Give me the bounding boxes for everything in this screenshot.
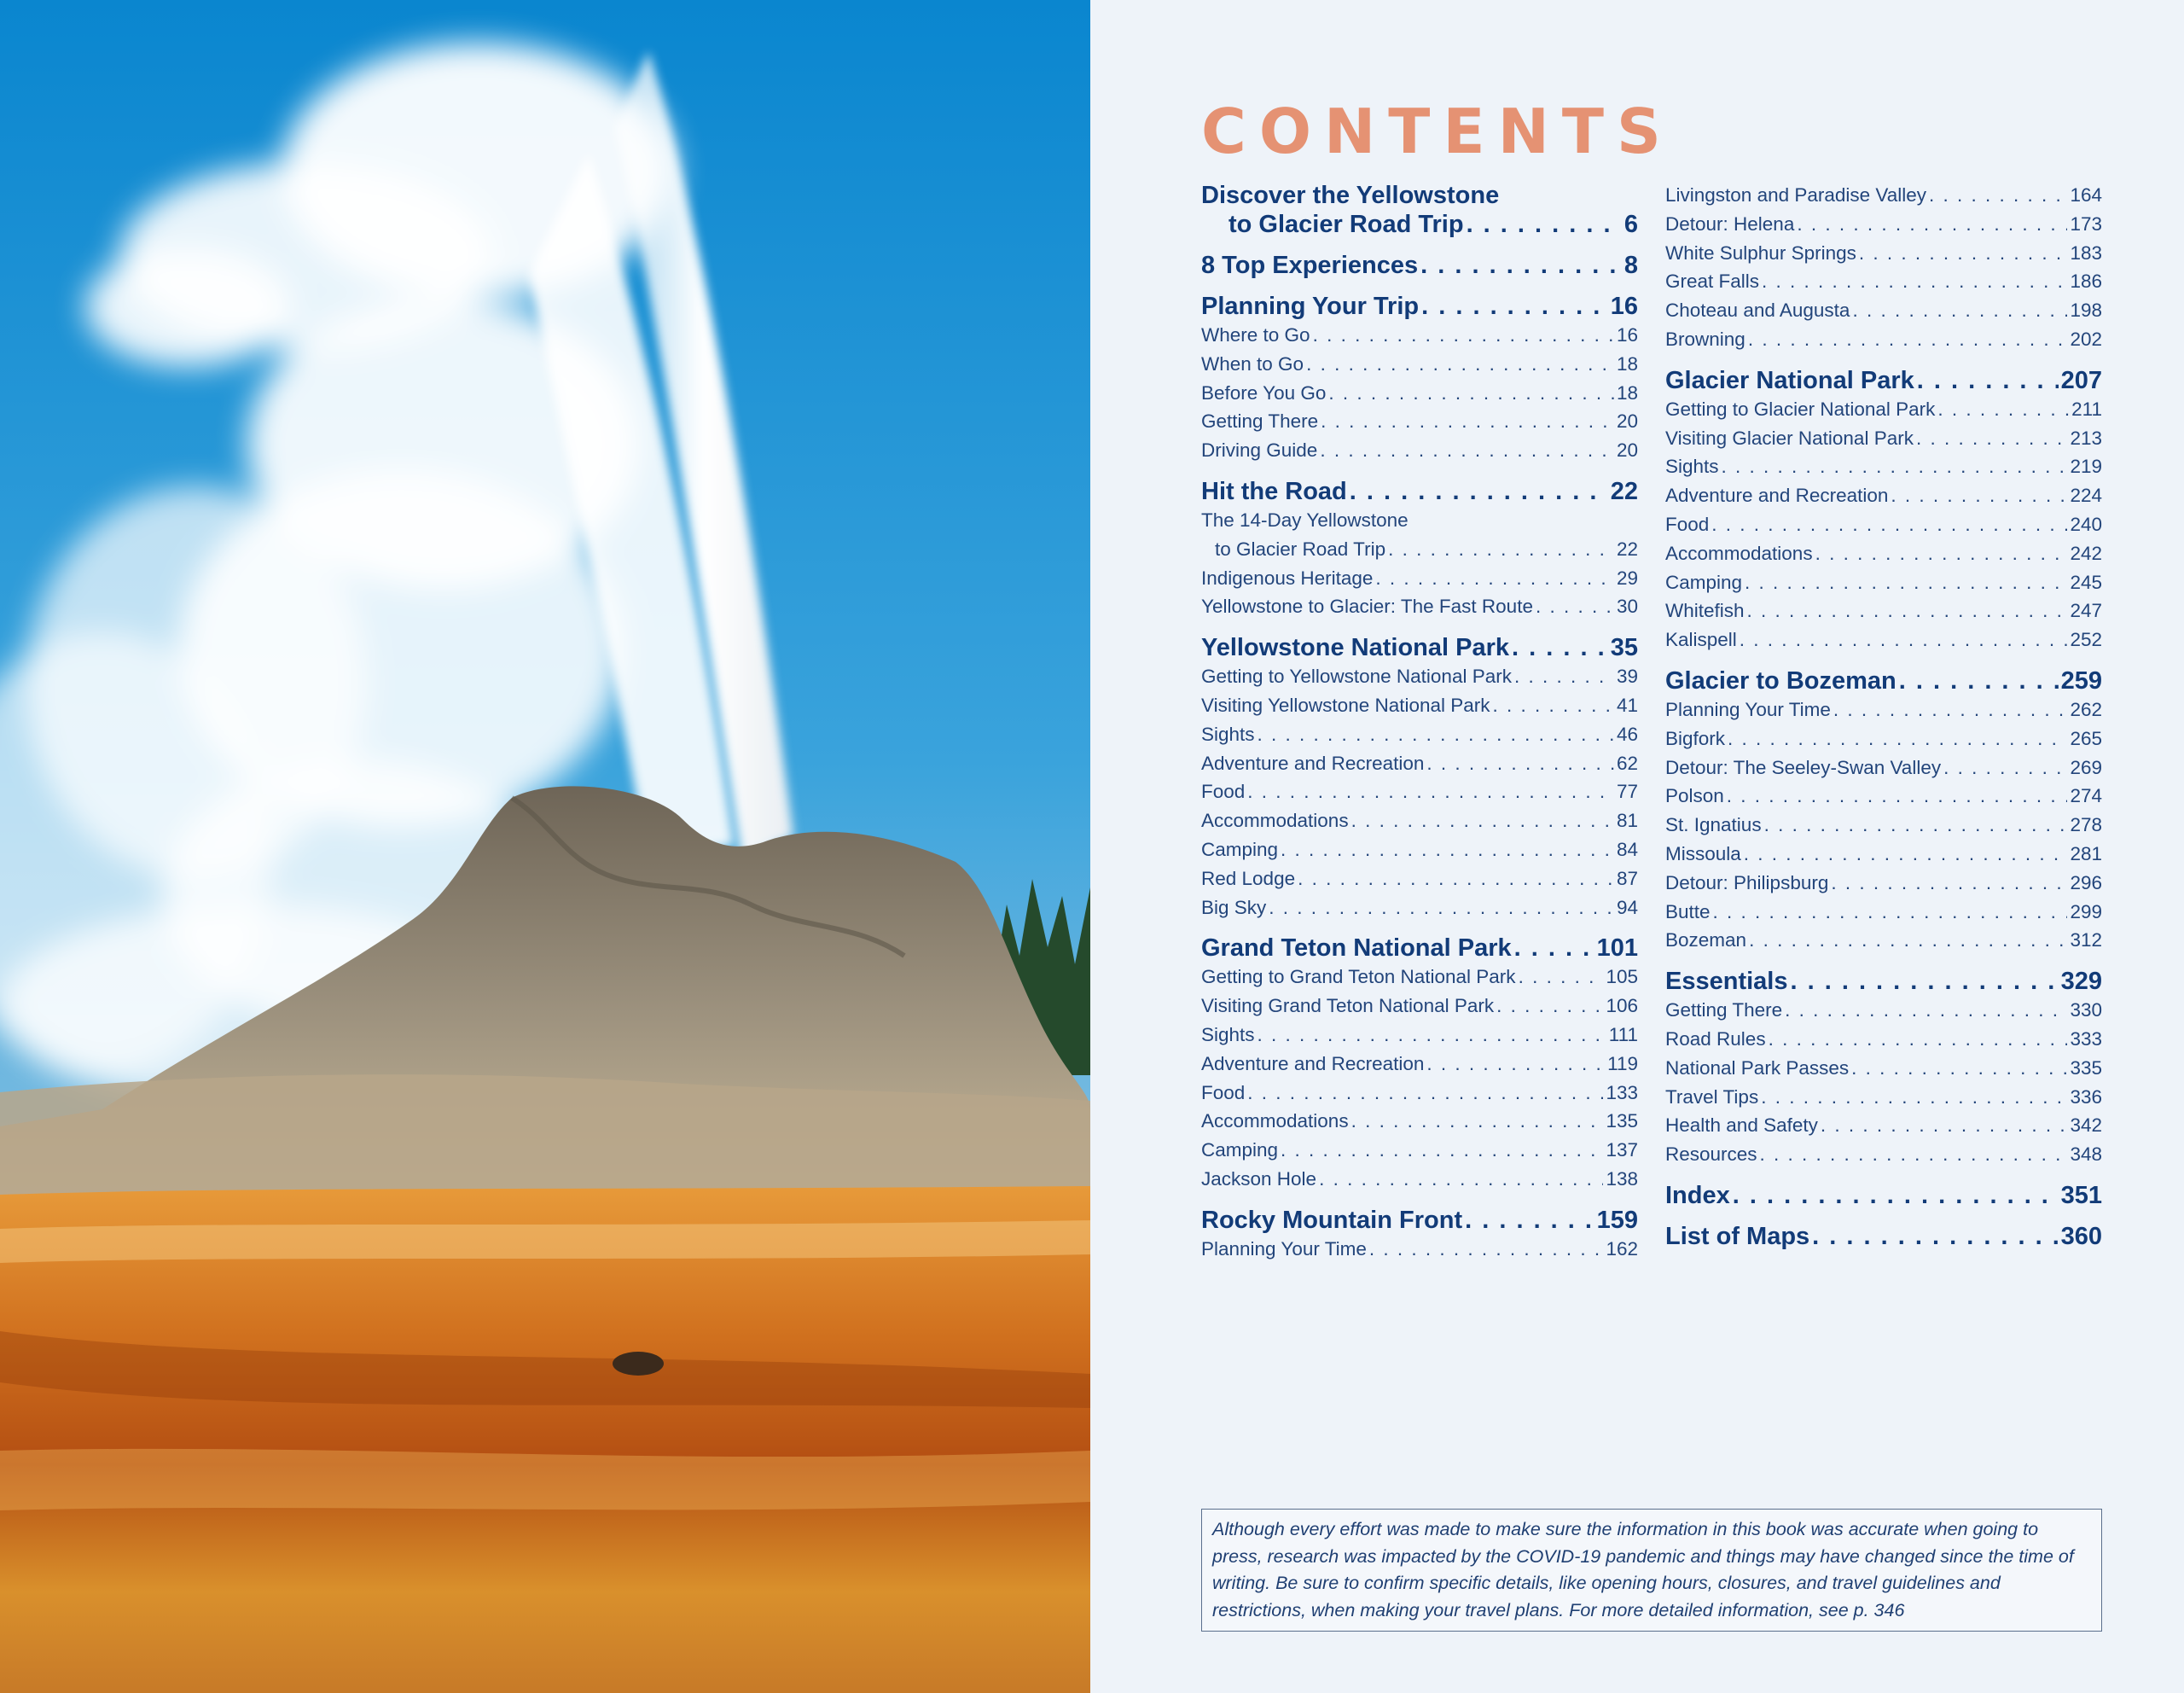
page-number: 135 — [1606, 1110, 1638, 1132]
entry-label: Accommodations — [1201, 1110, 1349, 1132]
toc-entry[interactable] — [1201, 720, 1638, 749]
toc-entry[interactable] — [1201, 1235, 1638, 1264]
toc-entry[interactable] — [1201, 893, 1638, 922]
toc-section — [1201, 292, 1638, 465]
toc-entry[interactable] — [1665, 695, 2102, 724]
page-number: 162 — [1606, 1237, 1638, 1260]
entry-label: Getting to Grand Teton National Park — [1201, 966, 1516, 988]
dot-leader — [1512, 633, 1608, 662]
dot-leader — [1350, 477, 1608, 506]
dot-leader — [1258, 720, 1614, 749]
section-title: List of Maps — [1665, 1222, 1810, 1250]
entry-label: Food — [1201, 781, 1246, 803]
entry-label: Visiting Yellowstone National Park — [1201, 694, 1490, 716]
covid-notice: Although every effort was made to make sure the information in this book was accurate when going to press, research was impacted by the COVID-19 pandemic and things may have changed since the time of writing. Be sure to confirm specific details, like opening hours, closures, and travel guidelines and restrictions, when making your travel plans. For more detailed information, see p. 346 — [1201, 1509, 2102, 1632]
dot-leader — [1351, 1107, 1604, 1136]
page-number: 265 — [2070, 727, 2102, 749]
entry-label: Road Rules — [1665, 1027, 1766, 1050]
toc-entry[interactable] — [1665, 1054, 2102, 1083]
page-number: 342 — [2070, 1114, 2102, 1137]
dot-leader — [1369, 1235, 1604, 1264]
toc-section-heading[interactable] — [1665, 666, 2102, 695]
toc-entry[interactable] — [1201, 992, 1638, 1021]
toc-entry[interactable] — [1665, 1140, 2102, 1169]
toc-entry[interactable] — [1201, 1136, 1638, 1165]
entry-label: Browning — [1665, 328, 1745, 350]
toc-entry[interactable] — [1201, 777, 1638, 806]
entry-label: Yellowstone to Glacier: The Fast Route — [1201, 596, 1533, 618]
entry-label: Sights — [1201, 723, 1255, 745]
page-number: 312 — [2070, 929, 2102, 951]
entry-label: Polson — [1665, 785, 1724, 807]
toc-section-heading[interactable] — [1201, 251, 1638, 280]
toc-entry[interactable] — [1665, 239, 2102, 268]
dot-leader — [1899, 666, 2059, 695]
toc-entry[interactable] — [1201, 1165, 1638, 1194]
page-number: 242 — [2070, 542, 2102, 564]
contents-right-column — [1665, 181, 2102, 1263]
entry-label: Red Lodge — [1201, 867, 1296, 889]
toc-section-heading[interactable] — [1201, 292, 1638, 321]
entry-label: to Glacier Road Trip — [1215, 538, 1386, 560]
dot-leader — [1728, 724, 2067, 753]
toc-entry[interactable] — [1665, 811, 2102, 840]
dot-leader — [1426, 1050, 1605, 1079]
toc-entry[interactable] — [1665, 753, 2102, 783]
toc-section — [1665, 1181, 2102, 1210]
entry-label: Camping — [1201, 838, 1279, 860]
page-number: 94 — [1616, 896, 1638, 918]
page-number: 133 — [1606, 1081, 1638, 1103]
toc-entry[interactable] — [1201, 1050, 1638, 1079]
page-number: 159 — [1596, 1206, 1638, 1234]
toc-section — [1201, 477, 1638, 621]
toc-entry[interactable] — [1665, 898, 2102, 927]
dot-leader — [1833, 695, 2068, 724]
dot-leader — [1821, 1111, 2068, 1140]
entry-label: Before You Go — [1201, 381, 1327, 404]
page-number: 245 — [2070, 571, 2102, 593]
section-title: Rocky Mountain Front — [1201, 1206, 1463, 1234]
entry-label: Getting There — [1201, 410, 1319, 433]
section-title: Index — [1665, 1181, 1730, 1209]
toc-section — [1665, 1222, 2102, 1251]
contents-page — [1090, 0, 2184, 1693]
dot-leader — [1319, 1165, 1603, 1194]
entry-label: Big Sky — [1201, 896, 1267, 918]
dot-leader — [1713, 898, 2068, 927]
toc-entry[interactable] — [1665, 596, 2102, 625]
toc-entry[interactable] — [1201, 592, 1638, 621]
dot-leader — [1727, 782, 2068, 811]
toc-section — [1665, 366, 2102, 655]
page-number: 41 — [1616, 694, 1638, 716]
dot-leader — [1722, 452, 2068, 481]
entry-label: Getting to Glacier National Park — [1665, 398, 1936, 420]
page-number: 330 — [2070, 999, 2102, 1021]
dot-leader — [1247, 1079, 1603, 1108]
page-number: 213 — [2070, 427, 2102, 449]
page-number: 360 — [2060, 1222, 2102, 1250]
toc-section-heading[interactable] — [1665, 366, 2102, 395]
toc-entry[interactable] — [1665, 325, 2102, 354]
section-title: 8 Top Experiences — [1201, 252, 1419, 279]
entry-label: Kalispell — [1665, 629, 1737, 651]
page-number: 164 — [2070, 184, 2102, 206]
dot-leader — [1351, 806, 1614, 835]
section-title: Glacier to Bozeman — [1665, 666, 1896, 695]
toc-entry[interactable] — [1201, 806, 1638, 835]
toc-entry[interactable] — [1201, 662, 1638, 691]
page-number: 198 — [2070, 300, 2102, 322]
dot-leader — [1744, 840, 2068, 869]
dot-leader — [1815, 539, 2068, 568]
page-number: 259 — [2060, 666, 2102, 695]
dot-leader — [1943, 753, 2067, 783]
dot-leader — [1745, 568, 2067, 597]
toc-section — [1665, 666, 2102, 955]
dot-leader — [1281, 1136, 1603, 1165]
dot-leader — [1269, 893, 1614, 922]
dot-leader — [1785, 996, 2067, 1025]
toc-entry[interactable] — [1665, 724, 2102, 753]
page-number: 329 — [2060, 968, 2102, 996]
dot-leader — [1761, 1083, 2067, 1112]
entry-label: Adventure and Recreation — [1201, 752, 1425, 774]
dot-leader — [1769, 1025, 2068, 1054]
toc-entry[interactable] — [1665, 568, 2102, 597]
toc-section-heading[interactable] — [1201, 210, 1638, 239]
page-number: 202 — [2070, 328, 2102, 350]
page-number: 22 — [1616, 538, 1638, 560]
page-number: 22 — [1610, 477, 1638, 505]
dot-leader — [1313, 321, 1614, 350]
dot-leader — [1298, 864, 1614, 893]
page-number: 240 — [2070, 513, 2102, 535]
page-number: 101 — [1596, 934, 1638, 963]
dot-leader — [1747, 596, 2068, 625]
entry-label: Planning Your Time — [1665, 698, 1831, 720]
dot-leader — [1247, 777, 1614, 806]
toc-section-heading[interactable] — [1665, 1222, 2102, 1251]
toc-entry[interactable] — [1201, 1079, 1638, 1108]
dot-leader — [1733, 1181, 2059, 1210]
toc-section-heading[interactable] — [1665, 967, 2102, 996]
page-number: 299 — [2070, 900, 2102, 922]
page-number: 8 — [1623, 252, 1638, 279]
dot-leader — [1514, 934, 1594, 963]
section-title: to Glacier Road Trip — [1228, 211, 1464, 238]
page-number: 296 — [2070, 871, 2102, 893]
page-number: 211 — [2071, 398, 2102, 420]
page-number: 348 — [2070, 1143, 2102, 1166]
dot-leader — [1320, 436, 1614, 465]
dot-leader — [1281, 835, 1614, 864]
page-number: 105 — [1606, 966, 1638, 988]
entry-label: Getting There — [1665, 999, 1783, 1021]
toc-entry[interactable] — [1201, 535, 1638, 564]
toc-section — [1201, 633, 1638, 922]
dot-leader — [1764, 811, 2068, 840]
page-number: 336 — [2070, 1085, 2102, 1108]
toc-entry[interactable] — [1201, 436, 1638, 465]
entry-label: Travel Tips — [1665, 1085, 1759, 1108]
entry-label: Whitefish — [1665, 600, 1745, 622]
page-number: 335 — [2070, 1056, 2102, 1079]
toc-entry[interactable] — [1665, 267, 2102, 296]
dot-leader — [1740, 625, 2068, 655]
entry-label: Health and Safety — [1665, 1114, 1818, 1137]
entry-label: Accommodations — [1201, 810, 1349, 832]
toc-entry[interactable] — [1201, 564, 1638, 593]
entry-label: Visiting Glacier National Park — [1665, 427, 1914, 449]
page-number: 173 — [2070, 212, 2102, 235]
page-number: 6 — [1623, 211, 1638, 238]
toc-entry[interactable] — [1665, 782, 2102, 811]
toc-section-heading[interactable] — [1201, 1206, 1638, 1235]
page-number: 20 — [1616, 410, 1638, 433]
toc-entry[interactable] — [1665, 1083, 2102, 1112]
toc-entry[interactable] — [1665, 869, 2102, 898]
dot-leader — [1762, 267, 2067, 296]
toc-entry[interactable] — [1665, 510, 2102, 539]
section-title: Yellowstone National Park — [1201, 634, 1509, 662]
entry-label: Camping — [1201, 1139, 1279, 1161]
dot-leader — [1536, 592, 1614, 621]
section-title: Essentials — [1665, 968, 1788, 996]
toc-entry[interactable] — [1665, 539, 2102, 568]
toc-entry[interactable] — [1665, 181, 2102, 210]
toc-entry[interactable] — [1665, 296, 2102, 325]
page-number: 333 — [2070, 1027, 2102, 1050]
dot-leader — [1859, 239, 2068, 268]
section-title: Grand Teton National Park — [1201, 934, 1512, 963]
toc-entry[interactable] — [1665, 424, 2102, 453]
dot-leader — [1421, 292, 1608, 321]
dot-leader — [1321, 407, 1614, 436]
entry-label: St. Ignatius — [1665, 814, 1762, 836]
toc-entry[interactable] — [1665, 926, 2102, 955]
entry-label: Jackson Hole — [1201, 1167, 1317, 1190]
page-number: 16 — [1610, 293, 1638, 320]
entry-label: Detour: Helena — [1665, 212, 1795, 235]
page-number: 106 — [1606, 995, 1638, 1017]
dot-leader — [1812, 1222, 2058, 1251]
entry-label: Bozeman — [1665, 929, 1747, 951]
page-number: 111 — [1608, 1023, 1638, 1045]
page-number: 20 — [1616, 439, 1638, 462]
page-number: 119 — [1607, 1052, 1638, 1074]
entry-label: Adventure and Recreation — [1665, 485, 1889, 507]
entry-label: Camping — [1665, 571, 1743, 593]
page-number: 30 — [1616, 596, 1638, 618]
dot-leader — [1891, 481, 2067, 510]
toc-entry[interactable] — [1665, 1111, 2102, 1140]
dot-leader — [1760, 1140, 2068, 1169]
page-number: 16 — [1616, 324, 1638, 346]
dot-leader — [1467, 210, 1622, 239]
toc-section — [1665, 967, 2102, 1169]
dot-leader — [1851, 1054, 2067, 1083]
page-number: 269 — [2070, 756, 2102, 778]
dot-leader — [1375, 564, 1614, 593]
entry-label: Detour: The Seeley-Swan Valley — [1665, 756, 1942, 778]
entry-label: When to Go — [1201, 352, 1304, 375]
page-number: 18 — [1616, 352, 1638, 375]
toc-section — [1665, 181, 2102, 354]
dot-leader — [1748, 325, 2068, 354]
dot-leader — [1519, 963, 1604, 992]
page-number: 186 — [2070, 271, 2102, 293]
dot-leader — [1388, 535, 1614, 564]
dot-leader — [1306, 350, 1614, 379]
page-number: 87 — [1616, 867, 1638, 889]
dot-leader — [1426, 749, 1614, 778]
section-title: Planning Your Trip — [1201, 293, 1420, 320]
dot-leader — [1831, 869, 2067, 898]
page-number: 278 — [2070, 814, 2102, 836]
toc-section — [1201, 181, 1638, 239]
page-number: 39 — [1616, 666, 1638, 688]
toc-entry[interactable] — [1201, 1021, 1638, 1050]
toc-entry[interactable] — [1201, 321, 1638, 350]
geyser-photo — [0, 0, 1090, 1693]
page-number: 29 — [1616, 567, 1638, 589]
toc-section-heading[interactable] — [1201, 477, 1638, 506]
entry-label: Planning Your Time — [1201, 1237, 1367, 1260]
page-number: 274 — [2070, 785, 2102, 807]
page-number: 18 — [1616, 381, 1638, 404]
entry-label: Sights — [1665, 456, 1719, 478]
dot-leader — [1465, 1206, 1594, 1235]
entry-label: Missoula — [1665, 842, 1741, 864]
toc-entry[interactable] — [1201, 379, 1638, 408]
toc-entry[interactable] — [1201, 749, 1638, 778]
entry-label: Where to Go — [1201, 324, 1310, 346]
toc-entry[interactable] — [1201, 1107, 1638, 1136]
toc-entry[interactable] — [1665, 996, 2102, 1025]
toc-entry[interactable] — [1201, 691, 1638, 720]
toc-entry[interactable] — [1665, 481, 2102, 510]
entry-label: White Sulphur Springs — [1665, 241, 1856, 264]
page-number: 252 — [2070, 629, 2102, 651]
dot-leader — [1852, 296, 2067, 325]
page-number: 62 — [1616, 752, 1638, 774]
toc-section — [1201, 934, 1638, 1193]
page-title: CONTENTS — [1201, 96, 1674, 167]
page-number: 35 — [1610, 634, 1638, 662]
toc-entry[interactable] — [1201, 864, 1638, 893]
entry-label: Butte — [1665, 900, 1711, 922]
entry-label: Bigfork — [1665, 727, 1726, 749]
toc-entry[interactable] — [1665, 625, 2102, 655]
page-number: 138 — [1606, 1167, 1638, 1190]
dot-leader — [1916, 424, 2067, 453]
page-number: 137 — [1606, 1139, 1638, 1161]
toc-entry[interactable] — [1201, 350, 1638, 379]
dot-leader — [1258, 1021, 1606, 1050]
entry-label: Great Falls — [1665, 271, 1760, 293]
dot-leader — [1328, 379, 1614, 408]
entry-label: Driving Guide — [1201, 439, 1318, 462]
entry-label: Adventure and Recreation — [1201, 1052, 1425, 1074]
entry-label: Accommodations — [1665, 542, 1813, 564]
toc-entry[interactable] — [1201, 963, 1638, 992]
page-number: 207 — [2060, 366, 2102, 394]
dot-leader — [1493, 691, 1614, 720]
toc-section — [1201, 251, 1638, 280]
section-title: Glacier National Park — [1665, 366, 1914, 394]
page-number: 281 — [2070, 842, 2102, 864]
dot-leader — [1711, 510, 2067, 539]
toc-entry[interactable] — [1665, 840, 2102, 869]
entry-label: Sights — [1201, 1023, 1255, 1045]
entry-label: Resources — [1665, 1143, 1757, 1166]
dot-leader — [1937, 395, 2069, 424]
entry-label: Visiting Grand Teton National Park — [1201, 995, 1495, 1017]
entry-label-line[interactable]: The 14-Day Yellowstone — [1201, 509, 1409, 531]
dot-leader — [1790, 967, 2058, 996]
toc-section-heading[interactable] — [1201, 934, 1638, 963]
toc-section-heading[interactable] — [1201, 633, 1638, 662]
toc-entry[interactable] — [1665, 395, 2102, 424]
toc-entry[interactable] — [1665, 210, 2102, 239]
page-number: 81 — [1616, 810, 1638, 832]
entry-label: Food — [1665, 513, 1710, 535]
dot-leader — [1749, 926, 2067, 955]
page-number: 46 — [1616, 723, 1638, 745]
page-number: 219 — [2070, 456, 2102, 478]
page-number: 262 — [2070, 698, 2102, 720]
entry-label: Food — [1201, 1081, 1246, 1103]
dot-leader — [1514, 662, 1614, 691]
page-number: 84 — [1616, 838, 1638, 860]
dot-leader — [1797, 210, 2067, 239]
toc-entry[interactable] — [1665, 452, 2102, 481]
entry-label: Indigenous Heritage — [1201, 567, 1374, 589]
dot-leader — [1929, 181, 2067, 210]
dot-leader — [1917, 366, 2059, 395]
section-title-line[interactable]: Discover the Yellowstone — [1201, 182, 1500, 209]
entry-label: National Park Passes — [1665, 1056, 1850, 1079]
toc-section-heading[interactable] — [1665, 1181, 2102, 1210]
entry-label: Choteau and Augusta — [1665, 300, 1850, 322]
page-number: 224 — [2070, 485, 2102, 507]
dot-leader — [1420, 251, 1622, 280]
toc-section — [1201, 1206, 1638, 1264]
toc-entry[interactable] — [1665, 1025, 2102, 1054]
entry-label: Getting to Yellowstone National Park — [1201, 666, 1512, 688]
toc-entry[interactable] — [1201, 835, 1638, 864]
toc-entry[interactable] — [1201, 407, 1638, 436]
section-title: Hit the Road — [1201, 477, 1347, 505]
contents-left-column — [1201, 181, 1638, 1276]
page-number: 183 — [2070, 241, 2102, 264]
dot-leader — [1496, 992, 1603, 1021]
page-number: 351 — [2060, 1181, 2102, 1209]
entry-label: Livingston and Paradise Valley — [1665, 184, 1927, 206]
entry-label: Detour: Philipsburg — [1665, 871, 1829, 893]
page-number: 77 — [1616, 781, 1638, 803]
page-number: 247 — [2070, 600, 2102, 622]
